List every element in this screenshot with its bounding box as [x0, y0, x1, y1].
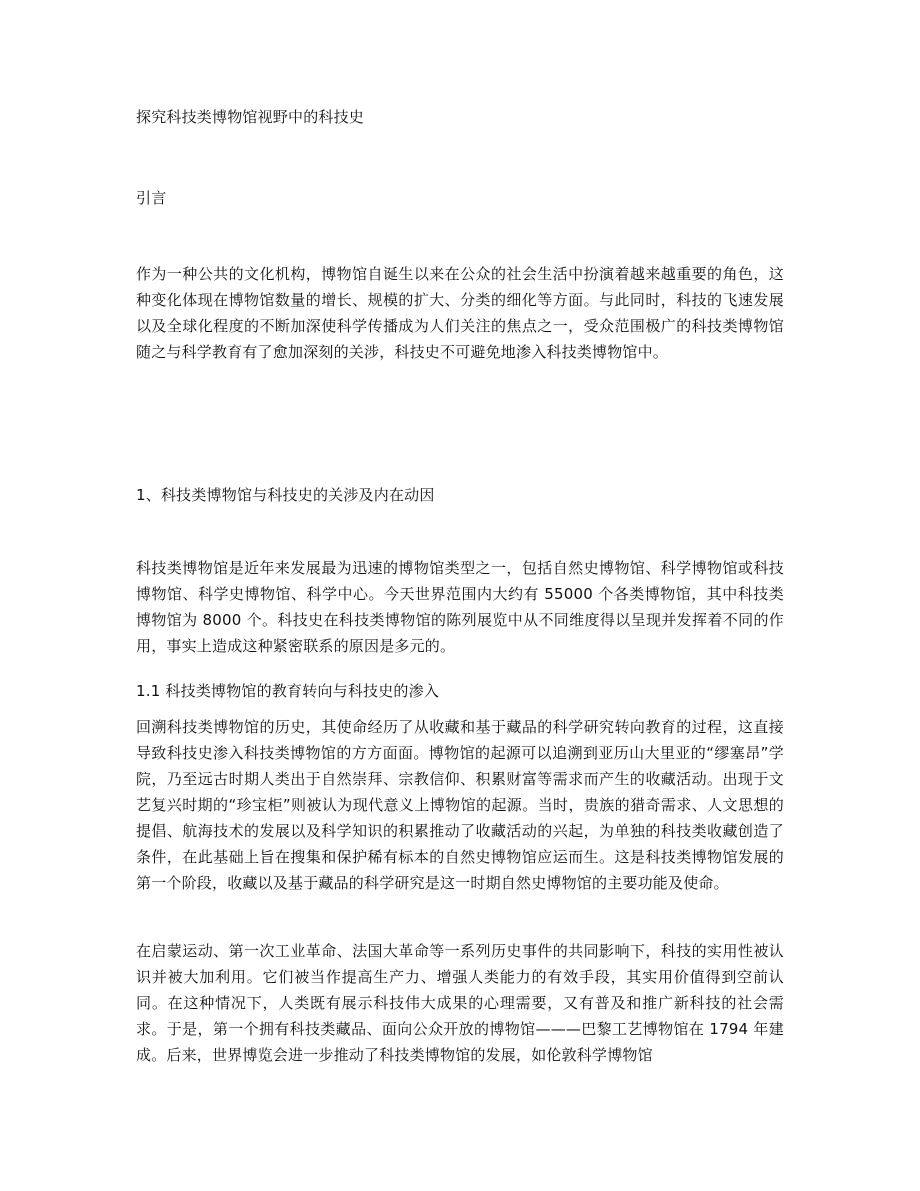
document-title: 探究科技类博物馆视野中的科技史: [136, 108, 365, 126]
intro-heading: 引言: [136, 189, 167, 207]
section1-paragraph: 科技类博物馆是近年来发展最为迅速的博物馆类型之一，包括自然史博物馆、科学博物馆或科技博物馆、科学史博物馆、科学中心。今天世界范围内大约有 55000 个各类博物馆，其中科技类博物馆为 8000 个。科技史在科技类博物馆的陈列展览中从不同维度得以呈现并发挥着不同的作用，事实上造成这种紧密联系的原因是多元的。: [136, 559, 784, 655]
intro-paragraph: 作为一种公共的文化机构，博物馆自诞生以来在公众的社会生活中扮演着越来越重要的角色，这种变化体现在博物馆数量的增长、规模的扩大、分类的细化等方面。与此同时，科技的飞速发展以及全球化程度的不断加深使科学传播成为人们关注的焦点之一，受众范围极广的科技类博物馆随之与科学教育有了愈加深刻的关涉，科技史不可避免地渗入科技类博物馆中。: [136, 265, 784, 361]
subsection-heading: 1.1 科技类博物馆的教育转向与科技史的渗入: [136, 682, 440, 700]
subsection-paragraph-1: 回溯科技类博物馆的历史，其使命经历了从收藏和基于藏品的科学研究转向教育的过程，这直接导致科技史渗入科技类博物馆的方方面面。博物馆的起源可以追溯到亚历山大里亚的“缪塞昂”学院，乃至远古时期人类出于自然崇拜、宗教信仰、积累财富等需求而产生的收藏活动。出现于文艺复兴时期的“珍宝柜”则被认为现代意义上博物馆的起源。当时，贵族的猎奇需求、人文思想的提倡、航海技术的发展以及科学知识的积累推动了收藏活动的兴起，为单独的科技类收藏创造了条件，在此基础上旨在搜集和保护稀有标本的自然史博物馆应运而生。这是科技类博物馆发展的第一个阶段，收藏以及基于藏品的科学研究是这一时期自然史博物馆的主要功能及使命。: [136, 718, 784, 892]
subsection-paragraph-2: 在启蒙运动、第一次工业革命、法国大革命等一系列历史事件的共同影响下，科技的实用性被认识并被大加利用。它们被当作提高生产力、增强人类能力的有效手段，其实用价值得到空前认同。在这种情况下，人类既有展示科技伟大成果的心理需要，又有普及和推广新科技的社会需求。于是，第一个拥有科技类藏品、面向公众开放的博物馆———巴黎工艺博物馆在 1794 年建成。后来，世界博览会进一步推动了科技类博物馆的发展，如伦敦科学博物馆: [136, 942, 784, 1064]
section1-heading: 1、科技类博物馆与科技史的关涉及内在动因: [136, 486, 435, 504]
